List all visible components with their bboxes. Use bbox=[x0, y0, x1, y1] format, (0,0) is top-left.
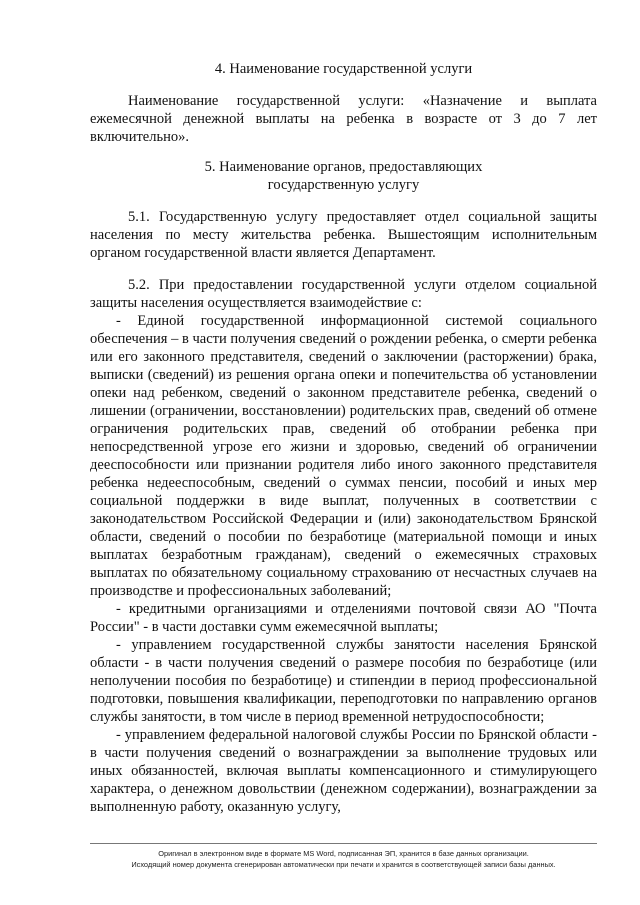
paragraph-5-1: 5.1. Государственную услугу предоставляет отдел социальной защиты населения по месту жительства ребенка. Вышестоящим исполнительным органом государственной власти является Департамент. bbox=[90, 209, 597, 261]
list-item-employment-service: - управлением государственной службы занятости населения Брянской области - в части получения сведений о размере пособия по безработице (или неполучении пособия по безработице) и стипендии в период профессиональной подготовки, повышения квалификации, переподготовки по направлению органов службы занятости, в том числе в период временной нетрудоспособности; bbox=[90, 637, 597, 725]
paragraph-5-2: 5.2. При предоставлении государственной услуги отделом социальной защиты населения осуществляется взаимодействие с: bbox=[90, 277, 597, 311]
footer-line-1: Оригинал в электронном виде в формате MS Word, подписанная ЭП, хранится в базе данных организации. bbox=[158, 849, 529, 858]
section-5-heading bbox=[90, 158, 597, 194]
document-page bbox=[90, 60, 597, 816]
section-5-heading-line2: государственную услугу bbox=[267, 177, 420, 193]
section-4-heading: 4. Наименование государственной услуги bbox=[214, 61, 473, 77]
footer-line-2: Исходящий номер документа сгенерирован автоматически при печати и хранится в соответствующей записи базы данных. bbox=[131, 860, 556, 869]
list-item-tax-service: - управлением федеральной налоговой службы России по Брянской области - в части получения сведений о вознаграждении за выполнение трудовых или иных обязанностей, включая выплаты компенсационного и стимулирующего характера, о денежном довольствии (денежном содержании), вознаграждении за выполненную работу, оказанную услугу, bbox=[90, 727, 597, 815]
list-item-egisso: - Единой государственной информационной системой социального обеспечения – в части получения сведений о рождении ребенка, о смерти ребенка или его законного представителя, сведений о заключении (расторжении) брака, выписки (сведений) из решения органа опеки и попечительства об установлении опеки над ребенком, сведений о законном представителе ребенка, сведений о лишении (ограничении, восстановлении) родительских прав, сведений об отмене ограничения родительских прав, сведений об отобрании ребенка при непосредственной угрозе его жизни и здоровью, сведений об ограничении дееспособности или признании родителя либо иного законного представителя ребенка недееспособным, сведений о суммах пенсии, пособий и иных мер социальной поддержки в виде выплат, полученных в соответствии с законодательством Российской Федерации и (или) законодательством Брянской области, сведений о пособии по безработице (материальной помощи и иных выплатах безработным гражданам), сведений о ежемесячных страховых выплатах по обязательному социальному страхованию от несчастных случаев на производстве и профессиональных заболеваний; bbox=[90, 313, 597, 599]
section-5-heading-line1: 5. Наименование органов, предоставляющих bbox=[204, 159, 483, 175]
section-4-text: Наименование государственной услуги: «Назначение и выплата ежемесячной денежной выплаты на ребенка в возрасте от 3 до 7 лет включительно». bbox=[90, 93, 597, 145]
list-item-credit-orgs: - кредитными организациями и отделениями почтовой связи АО "Почта России" - в части доставки сумм ежемесячной выплаты; bbox=[90, 601, 597, 635]
document-footer bbox=[90, 843, 597, 870]
